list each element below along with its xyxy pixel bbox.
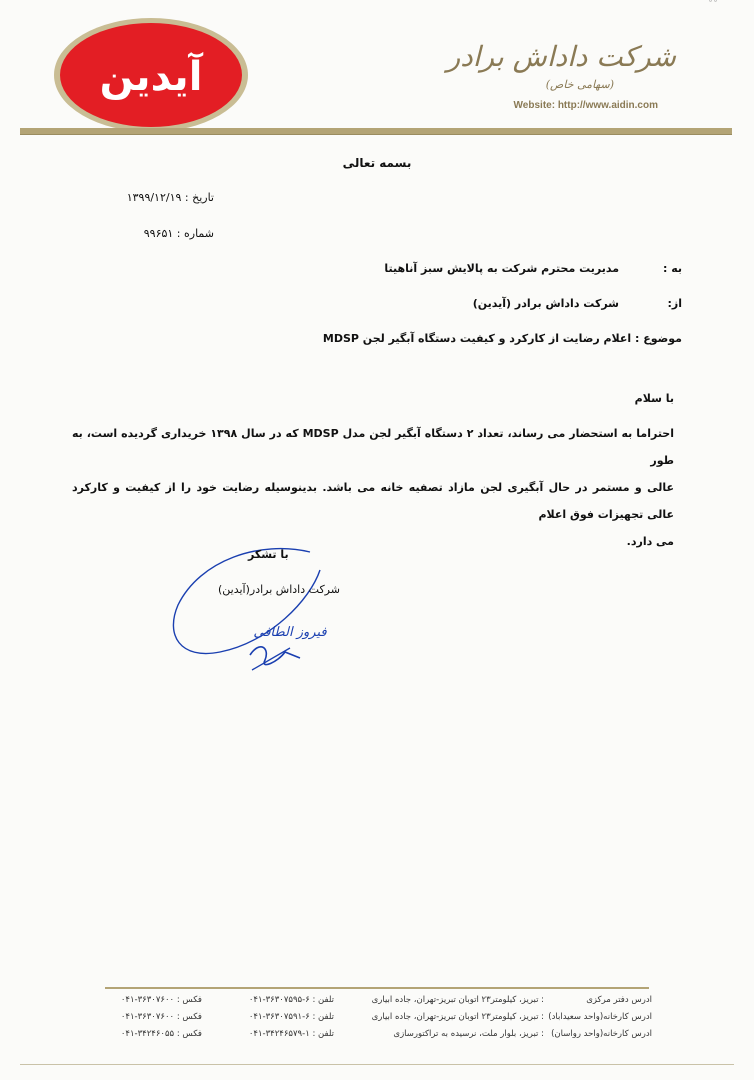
footer-phone: تلفن : ۶-۳۶۳۰۷۵۹۱-۰۴۱ [248,1012,334,1022]
signature-closing: با تشکر [248,548,289,561]
footer-row-saeedabad [105,1012,652,1026]
footer-row-head-office [105,995,652,1009]
letter-number: شماره : ۹۹۶۵۱ [143,227,214,240]
body-line-2: عالی و مستمر در حال آبگیری لجن مازاد تصفیه خانه می باشد. بدینوسیله رضایت خود را از کیفیت و کارکرد عالی تجهیزات فوق اعلام [72,481,674,521]
greeting: با سلام [634,392,674,405]
footer-fax: فکس : ۳۶۳۰۷۶۰۰-۰۴۱ [120,995,202,1005]
footer-fax: فکس : ۳۴۲۴۶۰۵۵-۰۴۱ [120,1029,202,1039]
page-bottom-edge [20,1064,734,1065]
aidin-logo [52,16,250,134]
body-line-3: می دارد. [626,535,674,548]
logo-text: آیدین [99,54,203,100]
sender-value: شرکت داداش برادر (آیدین) [472,297,619,310]
footer-phone: تلفن : ۶-۳۶۳۰۷۵۹۵-۰۴۱ [248,995,334,1005]
signature-company: شرکت داداش برادر(آیدین) [218,583,340,596]
footer-title: آدرس کارخانه(واحد رواسان) [551,1029,652,1039]
signer-name: فیروز الطافی [253,625,327,640]
letter-subject: موضوع : اعلام رضایت از کارکرد و کیفیت دستگاه آبگیر لجن MDSP [322,332,682,345]
footer-fax: فکس : ۳۶۳۰۷۶۰۰-۰۴۱ [120,1012,202,1022]
sender-label: از: [667,297,682,310]
footer-address: : تبریز، بلوار ملت، نرسیده به تراکتورسازی [393,1029,544,1039]
website-link[interactable]: Website: http://www.aidin.com [513,100,658,111]
footer-title: آدرس کارخانه(واحد سعیدآباد) [548,1012,652,1022]
recipient-label: به : [662,262,682,275]
footer-divider [105,987,649,989]
footer-address: : تبریز، کیلومتر۲۳ اتوبان تبریز-تهران، جاده آبیاری [371,995,544,1005]
header-divider [20,128,732,135]
footer-row-ravasan [105,1029,652,1043]
corner-mark: ˘˘ [708,0,718,11]
footer-title: آدرس دفتر مرکزی [586,995,652,1005]
footer-address: : تبریز، کیلومتر۲۳ اتوبان تبریز-تهران، جاده آبیاری [371,1012,544,1022]
letter-date: تاریخ : ۱۳۹۹/۱۲/۱۹ [126,191,214,204]
recipient-value: مدیریت محترم شرکت به پالایش سبز آناهیتا [384,262,619,275]
body-line-1: احتراما به استحضار می رساند، تعداد ۲ دستگاه آبگیر لجن مدل MDSP که در سال ۱۳۹۸ خریداری گردیده است، به طور [72,427,675,467]
company-type: (سهامی خاص) [545,78,614,91]
footer-phone: تلفن : ۱-۳۴۲۴۶۵۷۹-۰۴۱ [248,1029,334,1039]
company-name: شرکت داداش برادر [446,40,676,73]
bismillah-heading: بسمه تعالی [342,156,412,170]
